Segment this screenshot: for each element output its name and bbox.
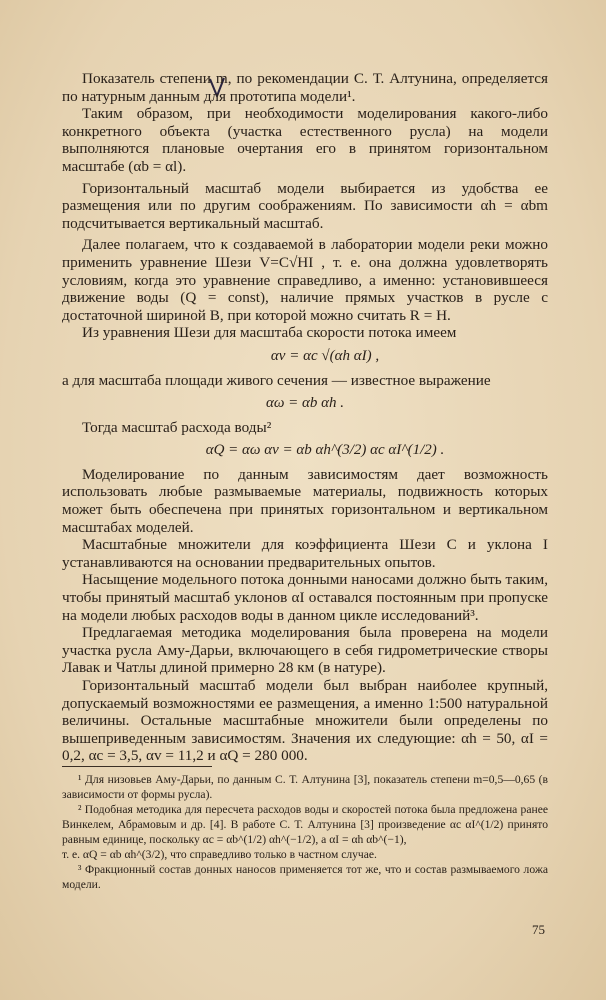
paragraph-8: Моделирование по данным зависимостям дает возможность использовать любые размываемые материалы, подвижность которых может быть обеспечена при принятых горизонтальном и вертикальном масштабах моделей. (62, 465, 548, 536)
paragraph-10: Насыщение модельного потока донными наносами должно быть таким, чтобы принятый масштаб уклонов αI оставался постоянным при пропуске на модели любых расходов воды в данном цикле исследований³. (62, 571, 548, 624)
page-number: 75 (532, 922, 545, 937)
footnote-separator (62, 766, 212, 767)
paragraph-12: Горизонтальный масштаб модели был выбран наиболее крупный, допускаемый возможностями ее размещения, а именно 1:500 натуральной величины. Остальные масштабные множители были определены по вышеприведенным зависимостям. Значения их следующие: αh = 50, αI = 0,2, αc = 3,5, αv = 11,2 и αQ = 280 000. (62, 677, 548, 765)
formula-area-scale: αω = αb αh . (265, 395, 345, 412)
paragraph-7: Тогда масштаб расхода воды² (82, 418, 272, 436)
main-text (62, 70, 548, 765)
paragraph-6: а для масштаба площади живого сечения — известное выражение (62, 371, 491, 389)
footnote-1: ¹ Для низовьев Аму-Дарьи, по данным С. Т. Алтунина [3], показатель степени m=0,5—0,65 (в зависимости от формы русла). (62, 773, 548, 801)
footnote-2: ² Подобная методика для пересчета расходов воды и скоростей потока была предложена ранее Винкелем, Абрамовым и др. [4]. В работе С. Т. Алтунина [3] произведение αc αI^(1/2) принято равным единице, поскольку αc = αb^(1/2) αh^(−1/2), а αI = αh αb^(−1), (62, 803, 548, 846)
paragraph-11: Предлагаемая методика моделирования была проверена на модели участка русла Аму-Дарьи, включающего в себя гидрометрические створы Лавак и Чатлы длиной примерно 28 км (в натуре). (62, 624, 548, 677)
paragraph-2: Таким образом, при необходимости моделирования какого-либо конкретного объекта (участка естественного русла) на модели выполняются плановые очертания его в принятом горизонтальном масштабе (αb = αl). (62, 105, 548, 175)
formula-velocity-scale: αv = αc √(αh αI) , (270, 347, 380, 364)
footnotes (62, 772, 548, 892)
footnote-2-continued: т. е. αQ = αb αh^(3/2), что справедливо только в частном случае. (62, 848, 377, 861)
paragraph-3: Горизонтальный масштаб модели выбирается из удобства ее размещения или по другим соображениям. По зависимости αh = αbm подсчитывается вертикальный масштаб. (62, 179, 548, 232)
footnote-3: ³ Фракционный состав донных наносов применяется тот же, что и состав размываемого ложа модели. (62, 863, 548, 891)
paragraph-1: Показатель степени m, по рекомендации С. Т. Алтунина, определяется по натурным данным для прототипа модели¹. (62, 70, 548, 105)
paragraph-5: Из уравнения Шези для масштаба скорости потока имеем (82, 324, 457, 342)
paragraph-4: Далее полагаем, что к создаваемой в лаборатории модели реки можно применить уравнение Шези V=C√HI , т. е. она должна удовлетворять условиям, когда это уравнение справедливо, а именно: установившееся движение воды (Q = const), наличие прямых участков в русле с достаточной шириной B, при которой можно считать R = H. (62, 236, 548, 324)
paragraph-9: Масштабные множители для коэффициента Шези C и уклона I устанавливаются на основании предварительных опытов. (62, 536, 548, 571)
formula-discharge-scale: αQ = αω αv = αb αh^(3/2) αc αI^(1/2) . (205, 442, 445, 459)
